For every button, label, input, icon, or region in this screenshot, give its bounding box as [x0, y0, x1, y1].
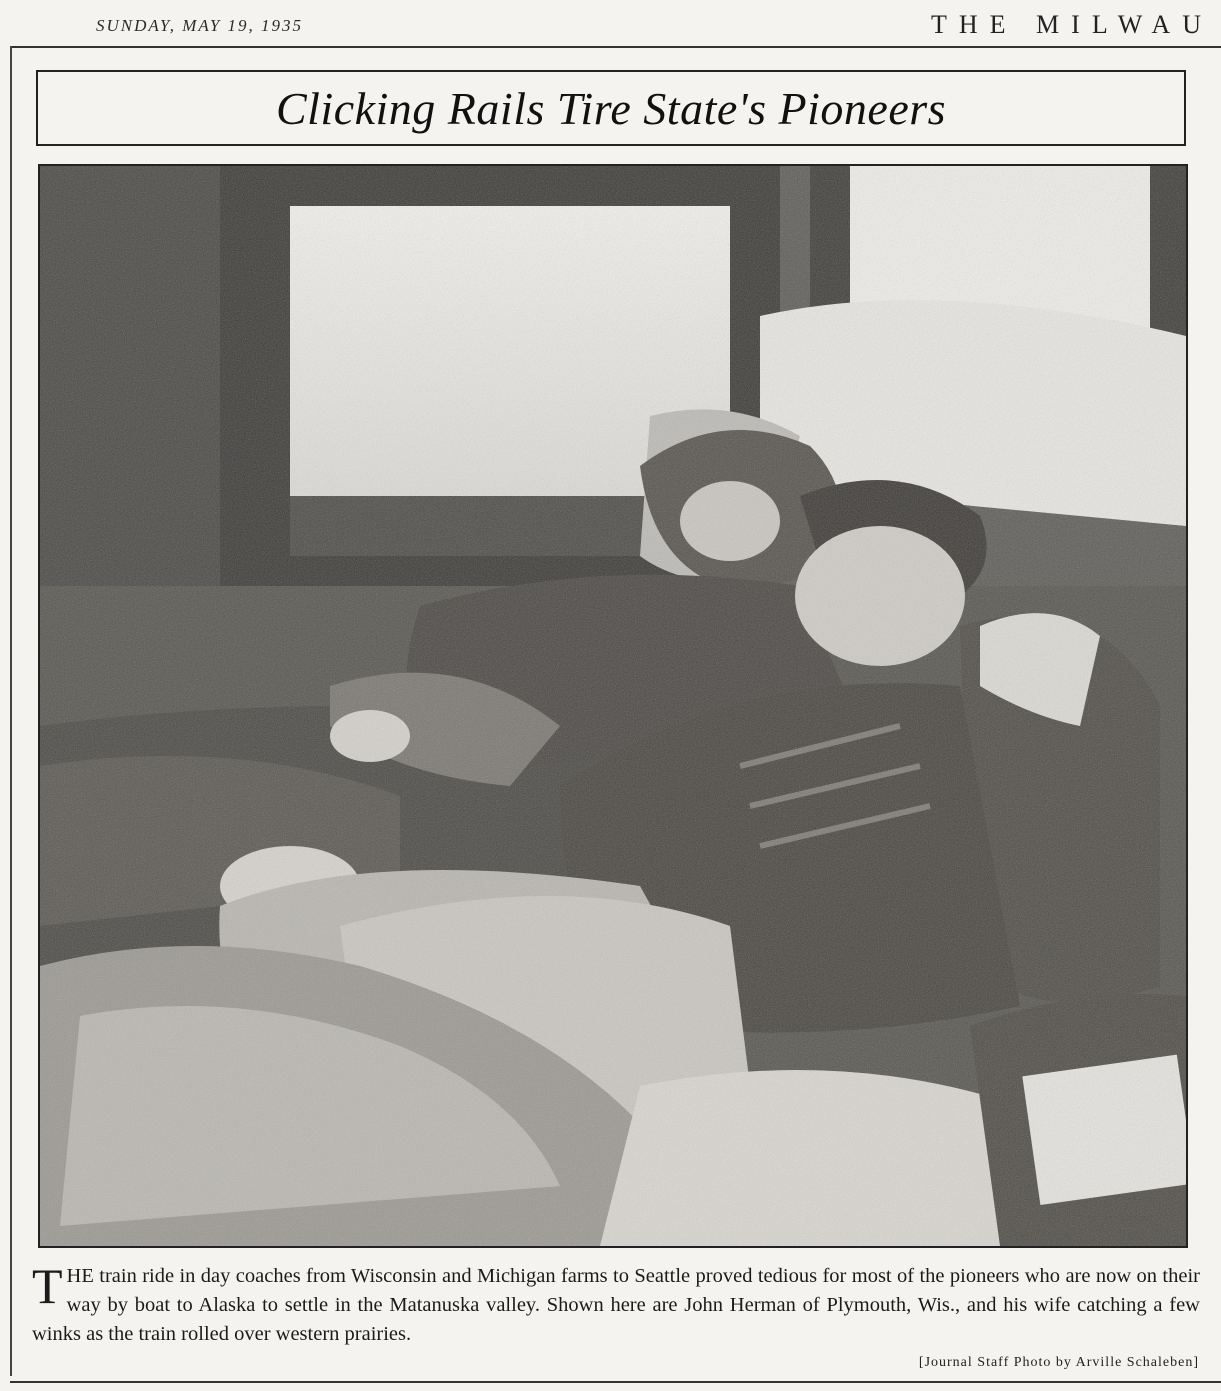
headline: Clicking Rails Tire State's Pioneers [275, 82, 947, 134]
masthead-paper-name: THE MILWAU [931, 10, 1213, 39]
photo-caption [32, 1258, 1200, 1349]
masthead-date: SUNDAY, MAY 19, 1935 [96, 16, 304, 35]
top-rule [10, 46, 1221, 48]
bottom-rule [10, 1381, 1221, 1383]
left-rule [10, 46, 12, 1376]
photo-illustration [40, 166, 1186, 1246]
photo-credit: [Journal Staff Photo by Arville Schaleben] [918, 1355, 1199, 1370]
news-photo [38, 164, 1188, 1248]
headline-box [36, 70, 1186, 146]
caption-dropcap: T [32, 1258, 63, 1314]
caption-text: HE train ride in day coaches from Wisconsin and Michigan farms to Seattle proved tedious for most of the pioneers who are now on their way by boat to Alaska to settle in the Matanuska valley. Shown here are John Herman of Plymouth, Wis., and his wife catching a few winks as the train rolled over western prairies. [32, 1265, 1200, 1345]
